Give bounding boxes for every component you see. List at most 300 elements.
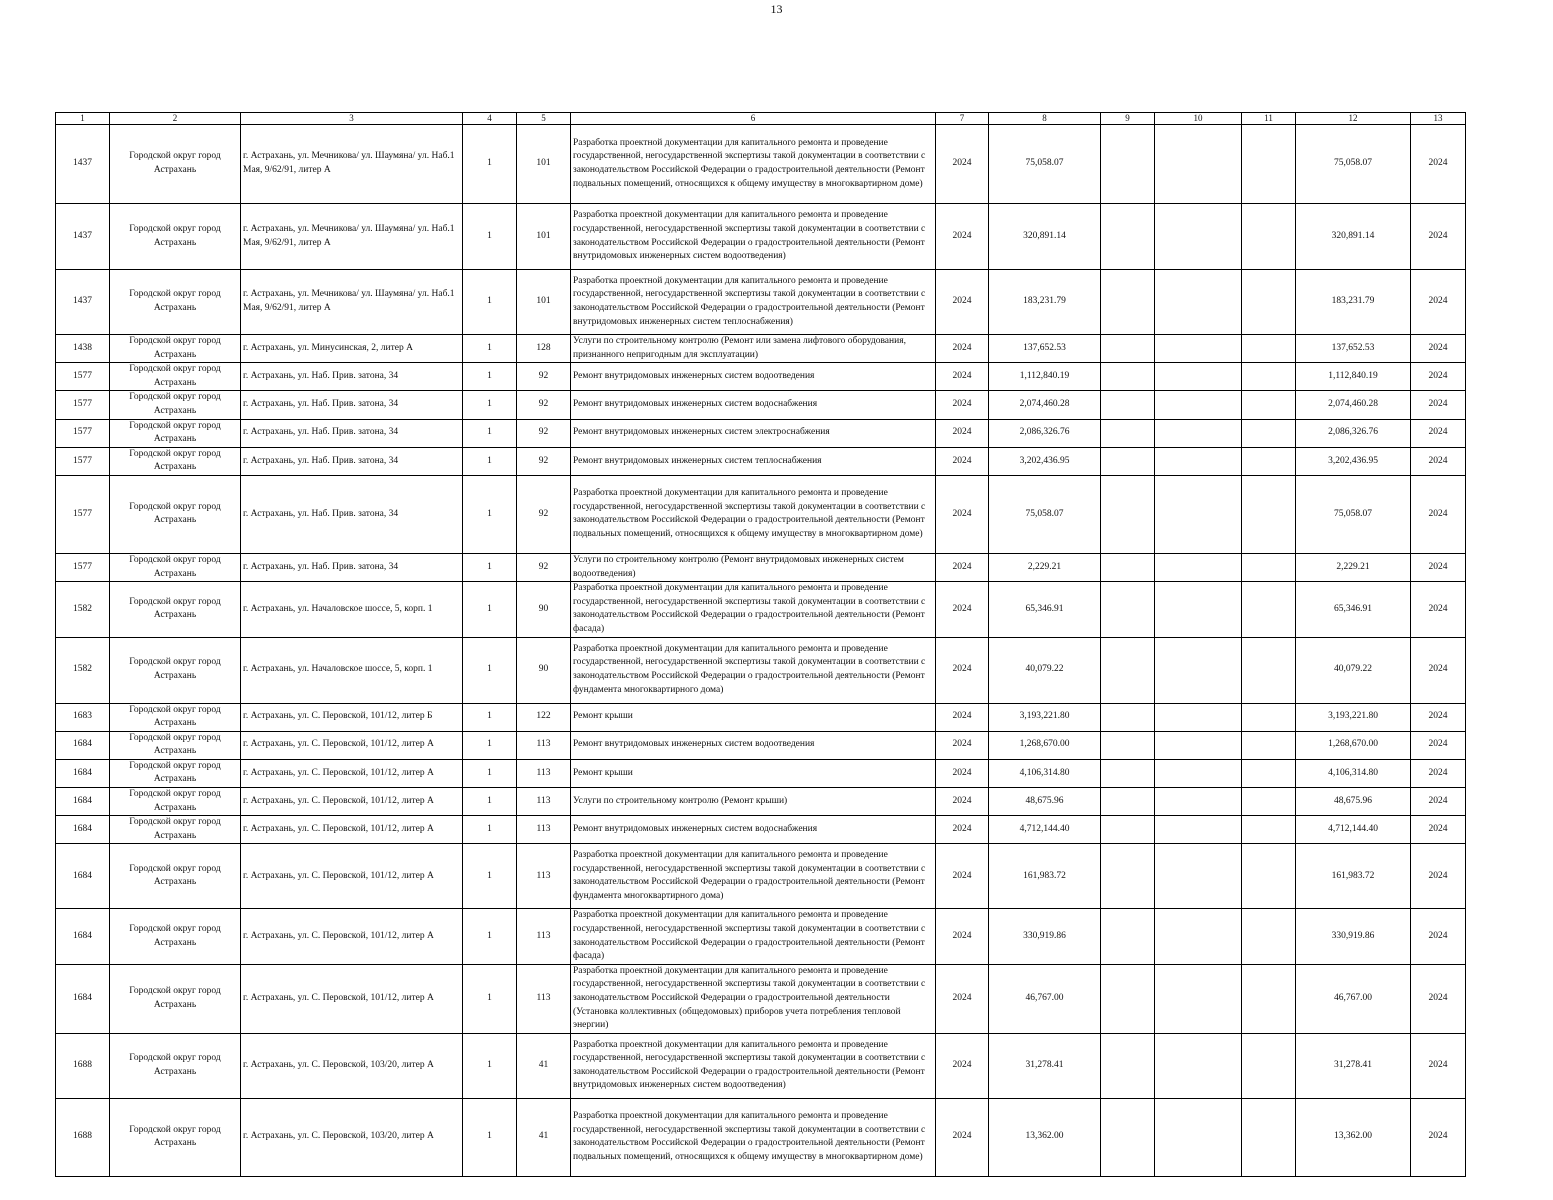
column-header: 5	[517, 113, 571, 125]
col-10	[1155, 1033, 1242, 1098]
col-4: 1	[463, 909, 517, 964]
total-cost: 46,767.00	[1296, 964, 1411, 1033]
completion-year: 2024	[1411, 844, 1466, 909]
address: г. Астрахань, ул. С. Перовской, 103/20, литер А	[241, 1098, 463, 1176]
col-10	[1155, 204, 1242, 270]
total-cost: 2,229.21	[1296, 553, 1411, 581]
total-cost: 137,652.53	[1296, 335, 1411, 363]
col-10	[1155, 475, 1242, 553]
col-11	[1242, 759, 1296, 787]
col-11	[1242, 335, 1296, 363]
work-description: Ремонт внутридомовых инженерных систем водоснабжения	[571, 816, 936, 844]
table-row	[56, 335, 1466, 363]
municipality: Городской округ город Астрахань	[110, 475, 241, 553]
col-5: 113	[517, 788, 571, 816]
municipality: Городской округ город Астрахань	[110, 703, 241, 731]
col-4: 1	[463, 125, 517, 204]
cost: 330,919.86	[989, 909, 1101, 964]
work-description: Разработка проектной документации для капитального ремонта и проведение государственной, негосударственной экспертизы такой документации в соответствии с законодательством Российской Федерации о градостроительной деятельности (Ремонт фасада)	[571, 582, 936, 637]
col-4: 1	[463, 363, 517, 391]
completion-year: 2024	[1411, 419, 1466, 447]
col-11	[1242, 447, 1296, 475]
table-row	[56, 582, 1466, 637]
address: г. Астрахань, ул. Наб. Прив. затона, 34	[241, 447, 463, 475]
row-number: 1684	[56, 816, 110, 844]
work-description: Ремонт внутридомовых инженерных систем электроснабжения	[571, 419, 936, 447]
table-row	[56, 731, 1466, 759]
col-5: 113	[517, 964, 571, 1033]
municipality: Городской округ город Астрахань	[110, 582, 241, 637]
col-9	[1101, 964, 1155, 1033]
completion-year: 2024	[1411, 1033, 1466, 1098]
col-4: 1	[463, 1098, 517, 1176]
year: 2024	[936, 1033, 989, 1098]
col-5: 113	[517, 909, 571, 964]
municipality: Городской округ город Астрахань	[110, 788, 241, 816]
col-11	[1242, 1098, 1296, 1176]
municipality: Городской округ город Астрахань	[110, 844, 241, 909]
total-cost: 75,058.07	[1296, 475, 1411, 553]
table-row	[56, 391, 1466, 419]
col-10	[1155, 759, 1242, 787]
municipality: Городской округ город Астрахань	[110, 335, 241, 363]
col-9	[1101, 1033, 1155, 1098]
col-11	[1242, 788, 1296, 816]
col-4: 1	[463, 391, 517, 419]
work-description: Разработка проектной документации для капитального ремонта и проведение государственной, негосударственной экспертизы такой документации в соответствии с законодательством Российской Федерации о градостроительной деятельности (Ремонт подвальных помещений, относящихся к общему имуществу в многоквартирном доме)	[571, 1098, 936, 1176]
col-9	[1101, 447, 1155, 475]
year: 2024	[936, 270, 989, 335]
col-9	[1101, 909, 1155, 964]
col-5: 128	[517, 335, 571, 363]
table-row	[56, 1033, 1466, 1098]
col-5: 101	[517, 204, 571, 270]
work-description: Разработка проектной документации для капитального ремонта и проведение государственной, негосударственной экспертизы такой документации в соответствии с законодательством Российской Федерации о градостроительной деятельности (Ремонт фундамента многоквартирного дома)	[571, 844, 936, 909]
col-11	[1242, 703, 1296, 731]
col-5: 41	[517, 1098, 571, 1176]
col-4: 1	[463, 553, 517, 581]
work-description: Разработка проектной документации для капитального ремонта и проведение государственной, негосударственной экспертизы такой документации в соответствии с законодательством Российской Федерации о градостроительной деятельности (Ремонт внутридомовых инженерных систем теплоснабжения)	[571, 270, 936, 335]
address: г. Астрахань, ул. С. Перовской, 101/12, литер А	[241, 964, 463, 1033]
address: г. Астрахань, ул. Наб. Прив. затона, 34	[241, 553, 463, 581]
col-4: 1	[463, 759, 517, 787]
row-number: 1437	[56, 270, 110, 335]
col-9	[1101, 637, 1155, 703]
address: г. Астрахань, ул. Началовское шоссе, 5, корп. 1	[241, 582, 463, 637]
table-row	[56, 788, 1466, 816]
year: 2024	[936, 582, 989, 637]
col-10	[1155, 788, 1242, 816]
municipality: Городской округ город Астрахань	[110, 447, 241, 475]
municipality: Городской округ город Астрахань	[110, 1098, 241, 1176]
municipality: Городской округ город Астрахань	[110, 637, 241, 703]
municipality: Городской округ город Астрахань	[110, 759, 241, 787]
work-description: Ремонт крыши	[571, 759, 936, 787]
col-4: 1	[463, 964, 517, 1033]
col-10	[1155, 703, 1242, 731]
address: г. Астрахань, ул. Наб. Прив. затона, 34	[241, 419, 463, 447]
work-description: Услуги по строительному контролю (Ремонт внутридомовых инженерных систем водоотведения)	[571, 553, 936, 581]
row-number: 1438	[56, 335, 110, 363]
municipality: Городской округ город Астрахань	[110, 391, 241, 419]
completion-year: 2024	[1411, 335, 1466, 363]
col-9	[1101, 731, 1155, 759]
col-9	[1101, 816, 1155, 844]
row-number: 1577	[56, 363, 110, 391]
row-number: 1437	[56, 125, 110, 204]
col-5: 90	[517, 582, 571, 637]
total-cost: 183,231.79	[1296, 270, 1411, 335]
completion-year: 2024	[1411, 816, 1466, 844]
year: 2024	[936, 731, 989, 759]
col-9	[1101, 419, 1155, 447]
total-cost: 2,074,460.28	[1296, 391, 1411, 419]
col-10	[1155, 731, 1242, 759]
row-number: 1577	[56, 553, 110, 581]
completion-year: 2024	[1411, 447, 1466, 475]
col-5: 113	[517, 844, 571, 909]
col-9	[1101, 582, 1155, 637]
total-cost: 31,278.41	[1296, 1033, 1411, 1098]
year: 2024	[936, 363, 989, 391]
column-header: 8	[989, 113, 1101, 125]
address: г. Астрахань, ул. Началовское шоссе, 5, корп. 1	[241, 637, 463, 703]
col-11	[1242, 582, 1296, 637]
col-4: 1	[463, 447, 517, 475]
row-number: 1688	[56, 1098, 110, 1176]
completion-year: 2024	[1411, 125, 1466, 204]
completion-year: 2024	[1411, 270, 1466, 335]
table-row	[56, 270, 1466, 335]
cost: 4,106,314.80	[989, 759, 1101, 787]
municipality: Городской округ город Астрахань	[110, 125, 241, 204]
col-11	[1242, 731, 1296, 759]
col-10	[1155, 844, 1242, 909]
col-5: 113	[517, 759, 571, 787]
address: г. Астрахань, ул. С. Перовской, 101/12, литер А	[241, 788, 463, 816]
column-header: 13	[1411, 113, 1466, 125]
total-cost: 13,362.00	[1296, 1098, 1411, 1176]
col-11	[1242, 844, 1296, 909]
col-10	[1155, 637, 1242, 703]
completion-year: 2024	[1411, 363, 1466, 391]
municipality: Городской округ город Астрахань	[110, 204, 241, 270]
table-row	[56, 844, 1466, 909]
col-9	[1101, 270, 1155, 335]
col-10	[1155, 1098, 1242, 1176]
year: 2024	[936, 637, 989, 703]
col-4: 1	[463, 844, 517, 909]
col-11	[1242, 553, 1296, 581]
table-row	[56, 419, 1466, 447]
address: г. Астрахань, ул. С. Перовской, 101/12, литер А	[241, 816, 463, 844]
year: 2024	[936, 125, 989, 204]
municipality: Городской округ город Астрахань	[110, 964, 241, 1033]
col-4: 1	[463, 475, 517, 553]
col-5: 92	[517, 447, 571, 475]
col-11	[1242, 363, 1296, 391]
table-row	[56, 964, 1466, 1033]
cost: 2,086,326.76	[989, 419, 1101, 447]
table-row	[56, 553, 1466, 581]
total-cost: 75,058.07	[1296, 125, 1411, 204]
row-number: 1684	[56, 844, 110, 909]
col-11	[1242, 816, 1296, 844]
col-5: 90	[517, 637, 571, 703]
row-number: 1684	[56, 964, 110, 1033]
col-9	[1101, 475, 1155, 553]
address: г. Астрахань, ул. С. Перовской, 101/12, литер А	[241, 731, 463, 759]
col-10	[1155, 909, 1242, 964]
row-number: 1577	[56, 391, 110, 419]
municipality: Городской округ город Астрахань	[110, 363, 241, 391]
col-11	[1242, 391, 1296, 419]
municipality: Городской округ город Астрахань	[110, 270, 241, 335]
row-number: 1437	[56, 204, 110, 270]
column-header: 1	[56, 113, 110, 125]
col-5: 113	[517, 731, 571, 759]
col-5: 113	[517, 816, 571, 844]
total-cost: 1,112,840.19	[1296, 363, 1411, 391]
year: 2024	[936, 909, 989, 964]
municipality: Городской округ город Астрахань	[110, 909, 241, 964]
column-number-header-row	[56, 113, 1466, 125]
col-9	[1101, 788, 1155, 816]
cost: 48,675.96	[989, 788, 1101, 816]
cost: 31,278.41	[989, 1033, 1101, 1098]
col-10	[1155, 419, 1242, 447]
col-10	[1155, 447, 1242, 475]
municipality: Городской округ город Астрахань	[110, 731, 241, 759]
work-description: Разработка проектной документации для капитального ремонта и проведение государственной, негосударственной экспертизы такой документации в соответствии с законодательством Российской Федерации о градостроительной деятельности (Ремонт внутридомовых инженерных систем водоотведения)	[571, 204, 936, 270]
address: г. Астрахань, ул. С. Перовской, 101/12, литер Б	[241, 703, 463, 731]
col-4: 1	[463, 1033, 517, 1098]
col-4: 1	[463, 637, 517, 703]
col-4: 1	[463, 788, 517, 816]
col-9	[1101, 759, 1155, 787]
work-description: Ремонт крыши	[571, 703, 936, 731]
year: 2024	[936, 391, 989, 419]
cost: 183,231.79	[989, 270, 1101, 335]
work-description: Ремонт внутридомовых инженерных систем водоснабжения	[571, 391, 936, 419]
cost: 65,346.91	[989, 582, 1101, 637]
cost: 2,229.21	[989, 553, 1101, 581]
col-5: 92	[517, 391, 571, 419]
address: г. Астрахань, ул. С. Перовской, 101/12, литер А	[241, 844, 463, 909]
completion-year: 2024	[1411, 475, 1466, 553]
col-5: 101	[517, 270, 571, 335]
total-cost: 4,106,314.80	[1296, 759, 1411, 787]
col-11	[1242, 964, 1296, 1033]
cost: 75,058.07	[989, 125, 1101, 204]
table-row	[56, 703, 1466, 731]
col-10	[1155, 363, 1242, 391]
total-cost: 161,983.72	[1296, 844, 1411, 909]
col-10	[1155, 553, 1242, 581]
repair-program-table	[55, 112, 1466, 1177]
cost: 46,767.00	[989, 964, 1101, 1033]
col-9	[1101, 703, 1155, 731]
row-number: 1577	[56, 419, 110, 447]
address: г. Астрахань, ул. Минусинская, 2, литер А	[241, 335, 463, 363]
col-5: 41	[517, 1033, 571, 1098]
cost: 161,983.72	[989, 844, 1101, 909]
address: г. Астрахань, ул. Мечникова/ ул. Шаумяна/ ул. Наб.1 Мая, 9/62/91, литер А	[241, 125, 463, 204]
col-10	[1155, 582, 1242, 637]
work-description: Услуги по строительному контролю (Ремонт или замена лифтового оборудования, признанного непригодным для эксплуатации)	[571, 335, 936, 363]
col-5: 101	[517, 125, 571, 204]
total-cost: 3,193,221.80	[1296, 703, 1411, 731]
completion-year: 2024	[1411, 582, 1466, 637]
year: 2024	[936, 204, 989, 270]
col-5: 92	[517, 419, 571, 447]
col-4: 1	[463, 703, 517, 731]
table-body	[56, 113, 1466, 1177]
address: г. Астрахань, ул. Наб. Прив. затона, 34	[241, 391, 463, 419]
row-number: 1582	[56, 582, 110, 637]
col-4: 1	[463, 270, 517, 335]
col-5: 122	[517, 703, 571, 731]
col-9	[1101, 553, 1155, 581]
column-header: 7	[936, 113, 989, 125]
cost: 4,712,144.40	[989, 816, 1101, 844]
row-number: 1684	[56, 731, 110, 759]
column-header: 2	[110, 113, 241, 125]
year: 2024	[936, 447, 989, 475]
address: г. Астрахань, ул. Мечникова/ ул. Шаумяна/ ул. Наб.1 Мая, 9/62/91, литер А	[241, 204, 463, 270]
total-cost: 3,202,436.95	[1296, 447, 1411, 475]
col-11	[1242, 419, 1296, 447]
cost: 1,112,840.19	[989, 363, 1101, 391]
col-9	[1101, 363, 1155, 391]
work-description: Разработка проектной документации для капитального ремонта и проведение государственной, негосударственной экспертизы такой документации в соответствии с законодательством Российской Федерации о градостроительной деятельности (Установка коллективных (общедомовых) приборов учета потребления тепловой энергии)	[571, 964, 936, 1033]
year: 2024	[936, 553, 989, 581]
table-row	[56, 447, 1466, 475]
total-cost: 65,346.91	[1296, 582, 1411, 637]
year: 2024	[936, 964, 989, 1033]
row-number: 1684	[56, 759, 110, 787]
completion-year: 2024	[1411, 731, 1466, 759]
work-description: Ремонт внутридомовых инженерных систем теплоснабжения	[571, 447, 936, 475]
row-number: 1577	[56, 475, 110, 553]
col-9	[1101, 125, 1155, 204]
total-cost: 320,891.14	[1296, 204, 1411, 270]
address: г. Астрахань, ул. Наб. Прив. затона, 34	[241, 475, 463, 553]
municipality: Городской округ город Астрахань	[110, 816, 241, 844]
year: 2024	[936, 816, 989, 844]
cost: 1,268,670.00	[989, 731, 1101, 759]
completion-year: 2024	[1411, 703, 1466, 731]
table-row	[56, 363, 1466, 391]
column-header: 11	[1242, 113, 1296, 125]
col-5: 92	[517, 363, 571, 391]
year: 2024	[936, 335, 989, 363]
cost: 137,652.53	[989, 335, 1101, 363]
work-description: Ремонт внутридомовых инженерных систем водоотведения	[571, 731, 936, 759]
completion-year: 2024	[1411, 553, 1466, 581]
cost: 3,193,221.80	[989, 703, 1101, 731]
year: 2024	[936, 788, 989, 816]
col-9	[1101, 335, 1155, 363]
table-row	[56, 125, 1466, 204]
row-number: 1582	[56, 637, 110, 703]
year: 2024	[936, 759, 989, 787]
municipality: Городской округ город Астрахань	[110, 553, 241, 581]
col-11	[1242, 204, 1296, 270]
table-row	[56, 1098, 1466, 1176]
col-4: 1	[463, 731, 517, 759]
col-10	[1155, 964, 1242, 1033]
col-11	[1242, 637, 1296, 703]
column-header: 3	[241, 113, 463, 125]
total-cost: 40,079.22	[1296, 637, 1411, 703]
row-number: 1577	[56, 447, 110, 475]
work-description: Разработка проектной документации для капитального ремонта и проведение государственной, негосударственной экспертизы такой документации в соответствии с законодательством Российской Федерации о градостроительной деятельности (Ремонт фундамента многоквартирного дома)	[571, 637, 936, 703]
column-header: 4	[463, 113, 517, 125]
col-4: 1	[463, 335, 517, 363]
work-description: Ремонт внутридомовых инженерных систем водоотведения	[571, 363, 936, 391]
col-9	[1101, 1098, 1155, 1176]
col-9	[1101, 391, 1155, 419]
cost: 2,074,460.28	[989, 391, 1101, 419]
col-9	[1101, 204, 1155, 270]
year: 2024	[936, 1098, 989, 1176]
total-cost: 2,086,326.76	[1296, 419, 1411, 447]
completion-year: 2024	[1411, 759, 1466, 787]
cost: 3,202,436.95	[989, 447, 1101, 475]
completion-year: 2024	[1411, 964, 1466, 1033]
column-header: 12	[1296, 113, 1411, 125]
cost: 40,079.22	[989, 637, 1101, 703]
completion-year: 2024	[1411, 909, 1466, 964]
table-row	[56, 909, 1466, 964]
table-row	[56, 475, 1466, 553]
col-11	[1242, 270, 1296, 335]
completion-year: 2024	[1411, 637, 1466, 703]
municipality: Городской округ город Астрахань	[110, 419, 241, 447]
col-9	[1101, 844, 1155, 909]
col-4: 1	[463, 204, 517, 270]
completion-year: 2024	[1411, 788, 1466, 816]
address: г. Астрахань, ул. Мечникова/ ул. Шаумяна/ ул. Наб.1 Мая, 9/62/91, литер А	[241, 270, 463, 335]
col-11	[1242, 909, 1296, 964]
completion-year: 2024	[1411, 1098, 1466, 1176]
row-number: 1684	[56, 788, 110, 816]
address: г. Астрахань, ул. С. Перовской, 101/12, литер А	[241, 909, 463, 964]
completion-year: 2024	[1411, 204, 1466, 270]
work-description: Разработка проектной документации для капитального ремонта и проведение государственной, негосударственной экспертизы такой документации в соответствии с законодательством Российской Федерации о градостроительной деятельности (Ремонт внутридомовых инженерных систем водоотведения)	[571, 1033, 936, 1098]
column-header: 6	[571, 113, 936, 125]
col-11	[1242, 475, 1296, 553]
total-cost: 4,712,144.40	[1296, 816, 1411, 844]
row-number: 1684	[56, 909, 110, 964]
col-5: 92	[517, 475, 571, 553]
col-10	[1155, 391, 1242, 419]
column-header: 9	[1101, 113, 1155, 125]
work-description: Разработка проектной документации для капитального ремонта и проведение государственной, негосударственной экспертизы такой документации в соответствии с законодательством Российской Федерации о градостроительной деятельности (Ремонт фасада)	[571, 909, 936, 964]
year: 2024	[936, 703, 989, 731]
table-row	[56, 759, 1466, 787]
year: 2024	[936, 844, 989, 909]
municipality: Городской округ город Астрахань	[110, 1033, 241, 1098]
col-10	[1155, 270, 1242, 335]
cost: 75,058.07	[989, 475, 1101, 553]
total-cost: 1,268,670.00	[1296, 731, 1411, 759]
col-4: 1	[463, 582, 517, 637]
cost: 320,891.14	[989, 204, 1101, 270]
address: г. Астрахань, ул. С. Перовской, 103/20, литер А	[241, 1033, 463, 1098]
column-header: 10	[1155, 113, 1242, 125]
